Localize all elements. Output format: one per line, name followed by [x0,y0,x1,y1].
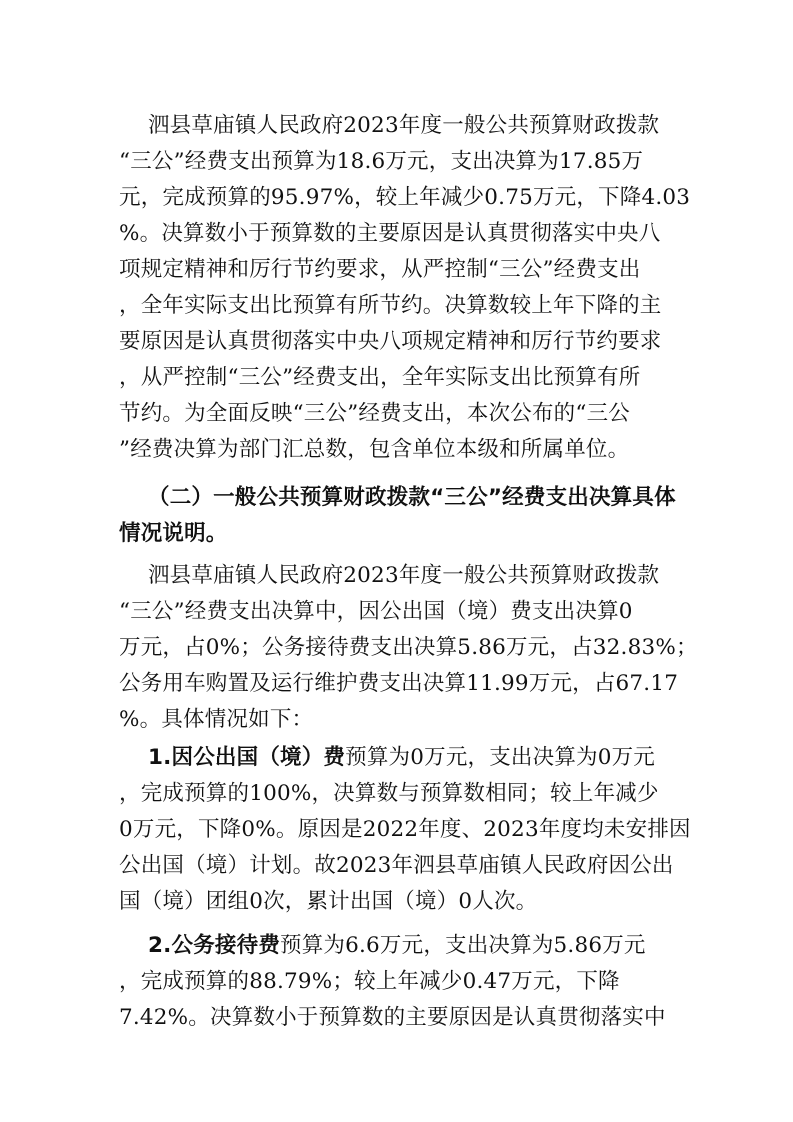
para1-line-8: ，从严控制“三公”经费支出，全年实际支出比预算有所 [119,365,641,390]
para1-line-2: “三公”经费支出预算为18.6万元，支出决算为17.85万 [119,149,644,174]
para2-line-1: 泗县草庙镇人民政府2023年度一般公共预算财政拨款 [148,563,660,588]
para2-line-5: %。具体情况如下： [119,707,314,732]
para1-line-4: %。决算数小于预算数的主要原因是认真贯彻落实中央八 [119,221,661,246]
section-heading-line-2: 情况说明。 [119,521,228,546]
item1-lead: 1.因公出国（境）费 [148,745,346,770]
item2-lead: 2.公务接待费 [148,933,281,958]
para1-line-7: 要原因是认真贯彻落实中央八项规定精神和厉行节约要求 [119,329,662,354]
para1-line-3: 元，完成预算的95.97%，较上年减少0.75万元，下降4.03 [119,185,691,210]
item1-line-1 [148,738,655,778]
para1-line-5: 项规定精神和厉行节约要求，从严控制“三公”经费支出 [119,257,641,282]
para1-line-6: ，全年实际支出比预算有所节约。决算数较上年下降的主 [119,293,662,318]
item1-line-4: 公出国（境）计划。故2023年泗县草庙镇人民政府因公出 [119,853,674,878]
para2-line-3: 万元，占0%；公务接待费支出决算5.86万元，占32.83%； [119,635,698,660]
item1-line-5: 国（境）团组0次，累计出国（境）0人次。 [119,889,538,914]
section-heading-line-1: （二）一般公共预算财政拨款“三公”经费支出决算具体 [148,485,676,510]
item2-line-1 [148,926,646,966]
para1-line-9: 节约。为全面反映“三公”经费支出，本次公布的“三公 [119,401,630,426]
item2-first-rest: 预算为6.6万元，支出决算为5.86万元 [280,933,646,958]
para2-line-2: “三公”经费支出决算中，因公出国（境）费支出决算0 [119,599,633,624]
item1-line-3: 0万元，下降0%。原因是2022年度、2023年度均未安排因 [119,817,691,842]
para1-line-1: 泗县草庙镇人民政府2023年度一般公共预算财政拨款 [148,113,660,138]
item2-line-3: 7.42%。决算数小于预算数的主要原因是认真贯彻落实中 [119,1005,666,1030]
para1-line-10: ”经费决算为部门汇总数，包含单位本级和所属单位。 [119,437,630,462]
item2-line-2: ，完成预算的88.79%；较上年减少0.47万元，下降 [119,969,620,994]
item1-first-rest: 预算为0万元，支出决算为0万元 [345,745,655,770]
item1-line-2: ，完成预算的100%，决算数与预算数相同；较上年减少 [119,781,659,806]
para2-line-4: 公务用车购置及运行维护费支出决算11.99万元，占67.17 [119,671,679,696]
